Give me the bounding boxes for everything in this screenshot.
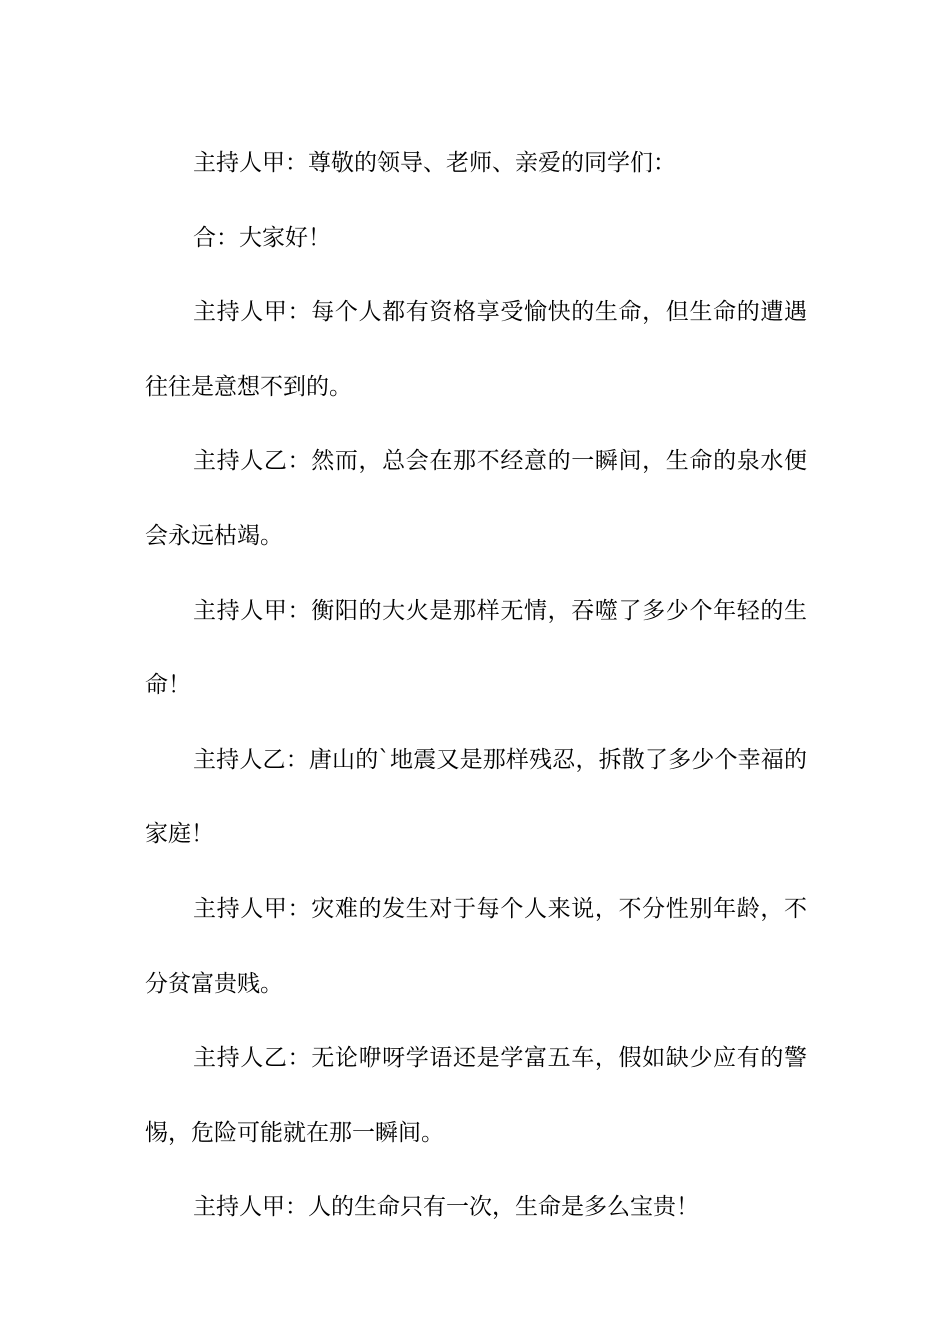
paragraph-7: 主持人甲：灾难的发生对于每个人来说，不分性别年龄，不分贫富贵贱。 [145,895,807,997]
paragraph-2: 合：大家好！ [193,224,331,251]
paragraph-5: 主持人甲：衡阳的大火是那样无情，吞噬了多少个年轻的生命！ [145,597,807,699]
paragraph-9: 主持人甲：人的生命只有一次，生命是多么宝贵！ [193,1194,699,1221]
paragraph-3: 主持人甲：每个人都有资格享受愉快的生命，但生命的遭遇往往是意想不到的。 [145,299,807,400]
paragraph-8: 主持人乙：无论咿呀学语还是学富五车，假如缺少应有的警惕，危险可能就在那一瞬间。 [145,1045,807,1146]
paragraph-4: 主持人乙：然而，总会在那不经意的一瞬间，生命的泉水便会永远枯竭。 [145,448,807,549]
paragraph-1: 主持人甲：尊敬的领导、老师、亲爱的同学们： [193,150,676,176]
document-body [145,126,807,1245]
paragraph-6: 主持人乙：唐山的`地震又是那样残忍，拆散了多少个幸福的家庭！ [145,746,807,848]
